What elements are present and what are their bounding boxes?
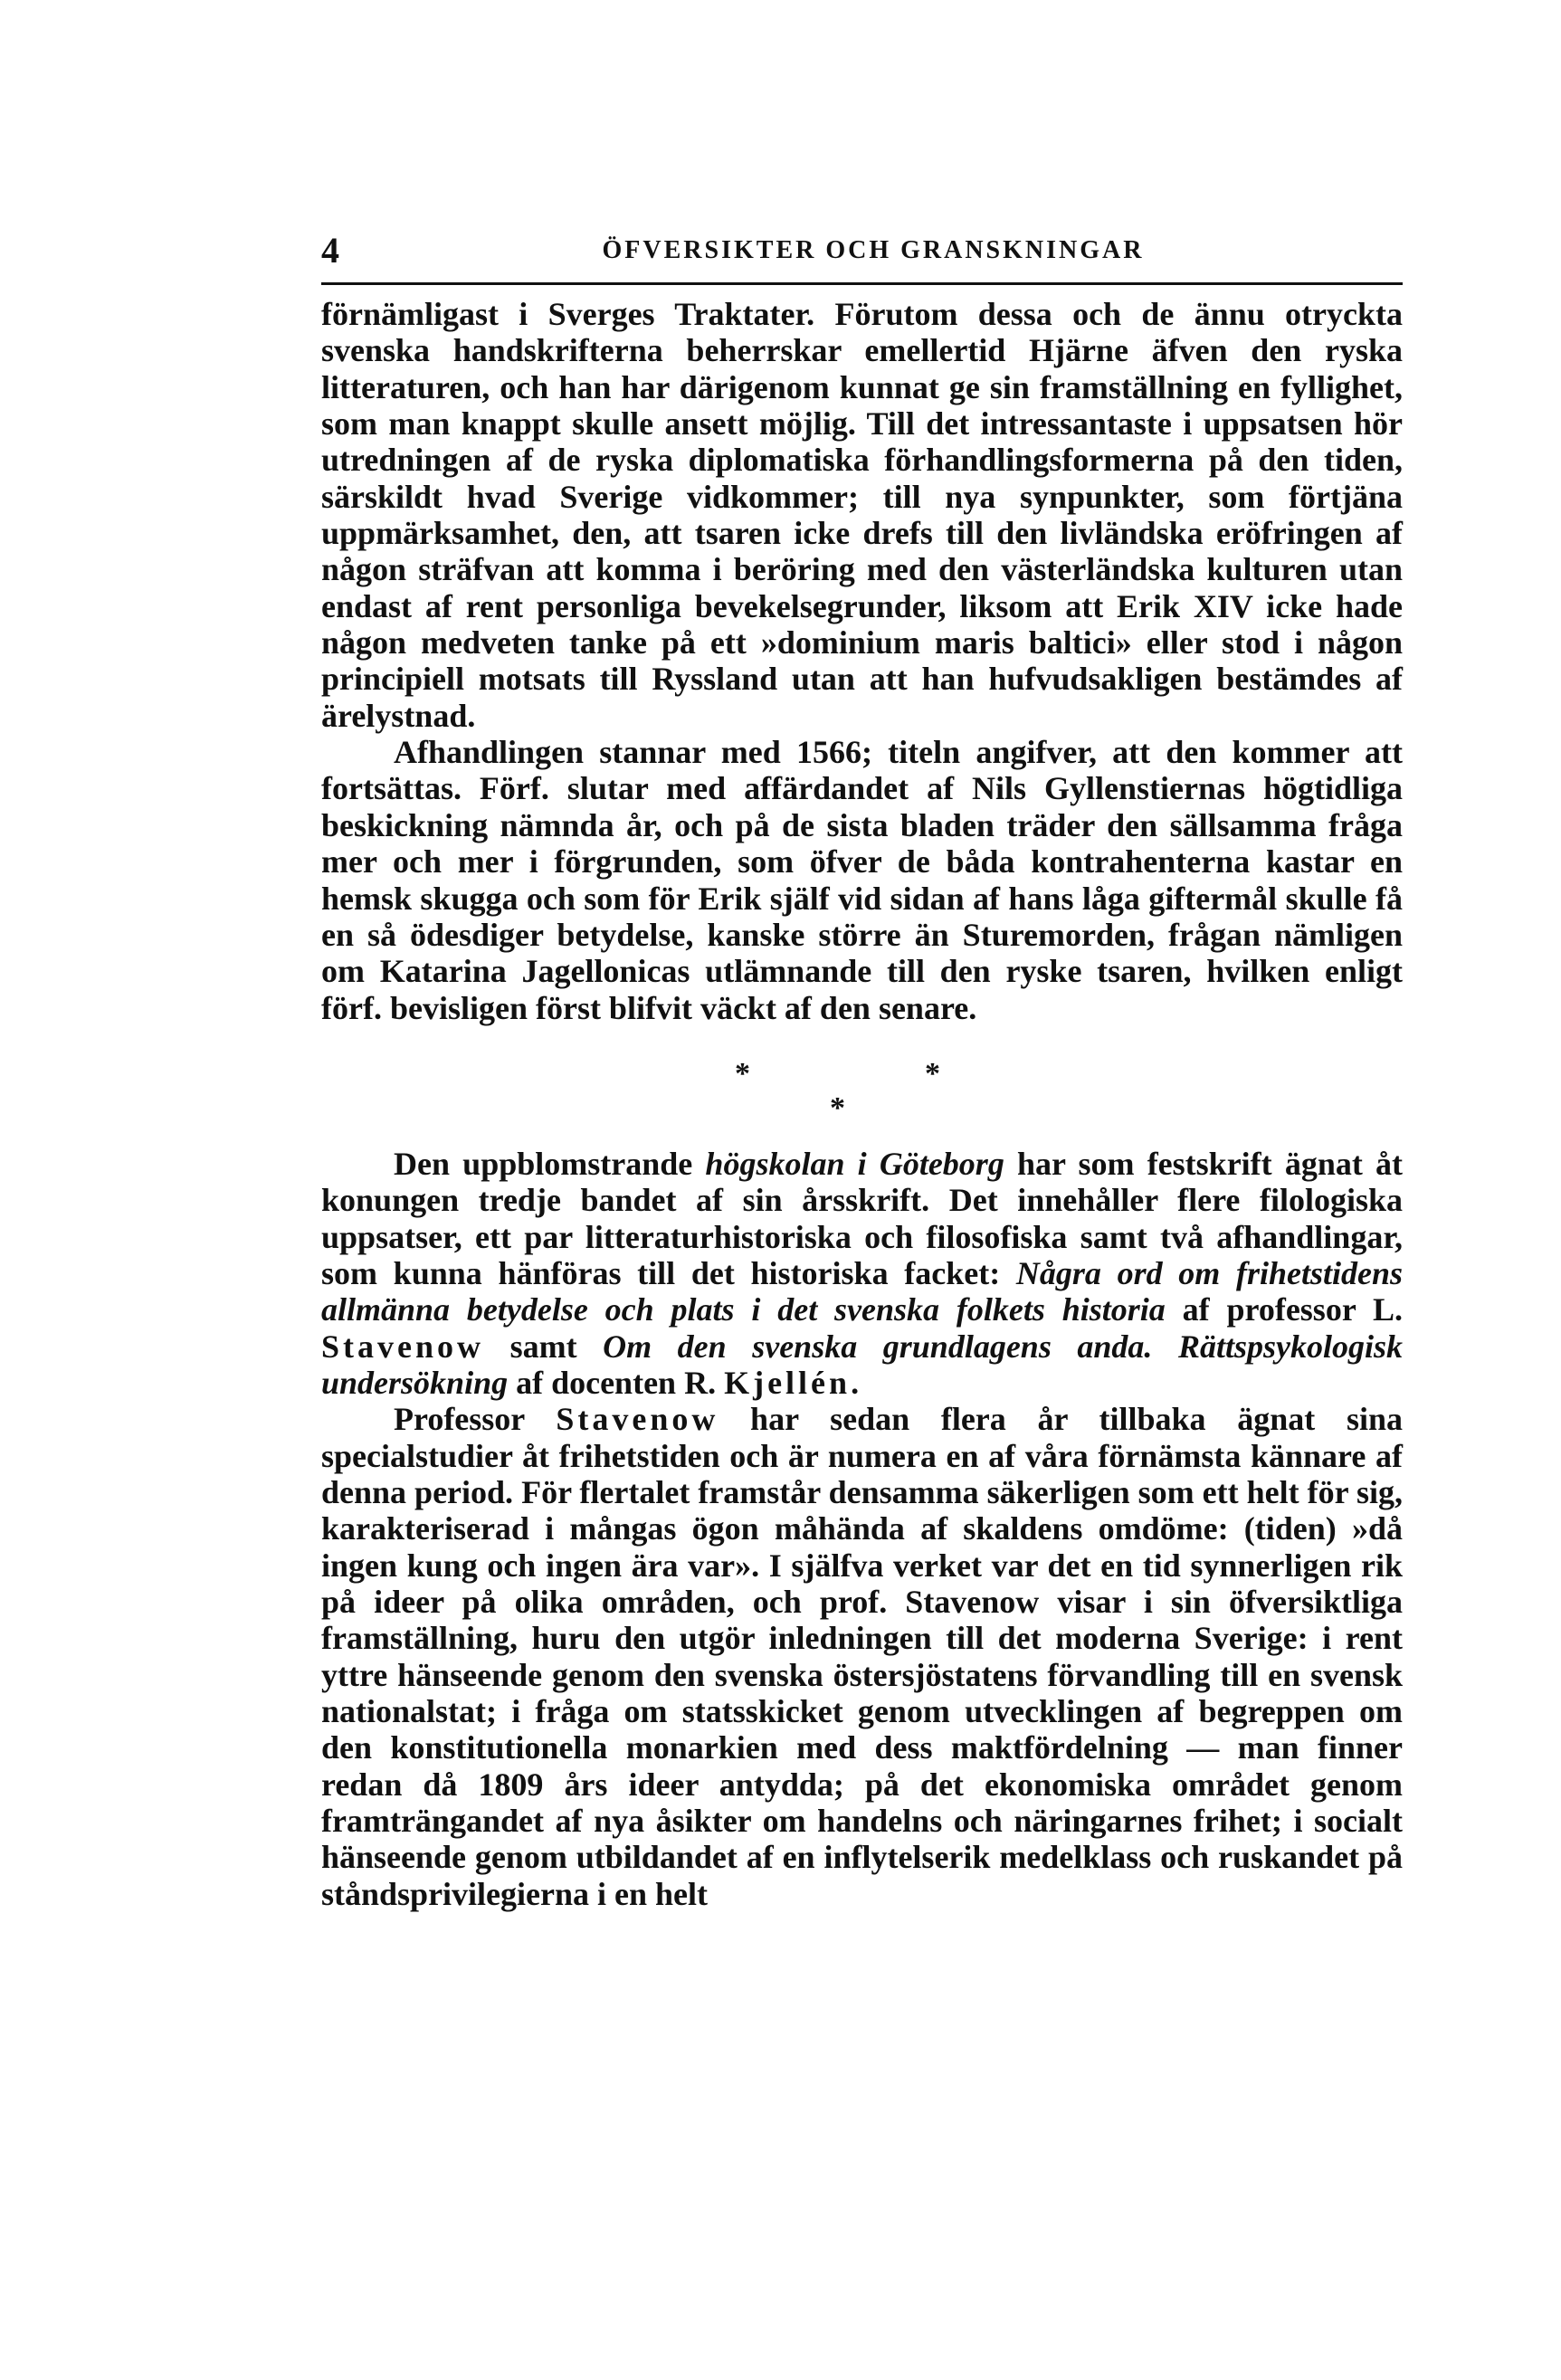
paragraph-3-text-2: har som festskrift ägnat åt konungen tredje bandet af sin årsskrift. Det innehåller flere filologiska uppsatser, ett par litteraturhistoriska och filosofiska samt två afhandlingar, som kunna hänföras till det historiska facket:	[321, 1145, 1403, 1291]
paragraph-4-text-2: har sedan flera år tillbaka ägnat sina specialstudier åt frihetstiden och är numera en af våra förnämsta kännare af denna period. För flertalet framstår densamma säkerligen som ett helt för sig, karakteriserad i mångas ögon måhända af skaldens omdöme: (tiden) »då ingen kung och ingen ära var». I själfva verket var det en tid synnerligen rik på ideer på olika områden, och prof. Stavenow visar i sin öfversiktliga framställning, huru den utgör inledningen till det moderna Sverige: i rent yttre hänseende genom den svenska östersjöstatens förvandling till en svensk nationalstat; i fråga om statsskicket genom utvecklingen af begreppen om den konstitutionella monarkien med dess maktfördelning — man finner redan då 1809 års ideer antydda; på det ekonomiska området genom framträngandet af nya åsikter om handelns och näringarnes frihet; i socialt hänseende genom utbildandet af en inflytelserik medelklass och ruskandet på ståndsprivilegierna i en helt	[321, 1401, 1403, 1912]
paragraph-3-italic-1: högskolan i Göteborg	[705, 1145, 1004, 1182]
paragraph-3-author-2: Kjellén	[724, 1364, 852, 1401]
paragraph-1: förnämligast i Sverges Traktater. Förutom dessa och de ännu otryckta svenska handskrifterna beherrskar emellertid Hjärne äfven den ryska litteraturen, och han har därigenom kunnat ge sin framställning en fyllighet, som man knappt skulle ansett möjlig. Till det intressantaste i uppsatsen hör utredningen af de ryska diplomatiska förhandlingsformerna på den tiden, särskildt hvad Sverige vidkommer; till nya synpunkter, som förtjäna uppmärksamhet, den, att tsaren icke drefs till den livländska eröfringen af någon sträfvan att komma i beröring med den västerländska kulturen utan endast af rent personliga bevekelsegrunder, liksom att Erik XIV icke hade någon medveten tanke på ett »dominium maris baltici» eller stod i någon principiell motsats till Ryssland utan att han hufvudsakligen bestämdes af ärelystnad.	[321, 296, 1403, 734]
separator-asterisk-right: *	[925, 1056, 940, 1090]
paragraph-3-title-2: Om den svenska grundlagens anda. Rättspsykologisk undersökning	[321, 1328, 1403, 1401]
paragraph-4-author: Stavenow	[556, 1401, 719, 1438]
paragraph-3-text-5: af docenten R.	[508, 1364, 725, 1401]
paragraph-3-text-3: af professor L.	[1165, 1291, 1404, 1328]
header-rule	[321, 282, 1403, 285]
section-separator	[321, 1026, 1403, 1146]
paragraph-3-author-1: Stavenow	[321, 1328, 485, 1365]
separator-asterisk-left: *	[735, 1056, 750, 1090]
paragraph-4	[321, 1401, 1403, 1912]
paragraph-4-text-1: Professor	[394, 1401, 557, 1438]
page-header	[321, 224, 1403, 277]
body-text	[321, 296, 1403, 1912]
paragraph-3-text-6: .	[851, 1364, 860, 1401]
paragraph-2: Afhandlingen stannar med 1566; titeln angifver, att den kommer att fortsättas. Förf. slutar med affärdandet af Nils Gyllenstiernas högtidliga beskickning nämnda år, och på de sista bladen träder den sällsamma fråga mer och mer i förgrunden, som öfver de båda kontrahenterna kastar en hemsk skugga och som för Erik själf vid sidan af hans låga giftermål skulle få en så ödesdiger betydelse, kanske större än Sturemorden, frågan nämligen om Katarina Jagellonicas utlämnande till den ryske tsaren, hvilken enligt förf. bevisligen först blifvit väckt af den senare.	[321, 734, 1403, 1026]
page-number: 4	[321, 230, 339, 271]
separator-asterisk-bottom: *	[830, 1090, 845, 1125]
paragraph-3-text-4: samt	[484, 1328, 604, 1365]
paragraph-3	[321, 1146, 1403, 1401]
paragraph-3-title-1: Några ord om frihetstidens allmänna betydelse och plats i det svenska folkets historia	[321, 1254, 1404, 1328]
running-head: ÖFVERSIKTER OCH GRANSKNINGAR	[602, 236, 1145, 264]
paragraph-3-text-1: Den uppblomstrande	[394, 1145, 706, 1182]
